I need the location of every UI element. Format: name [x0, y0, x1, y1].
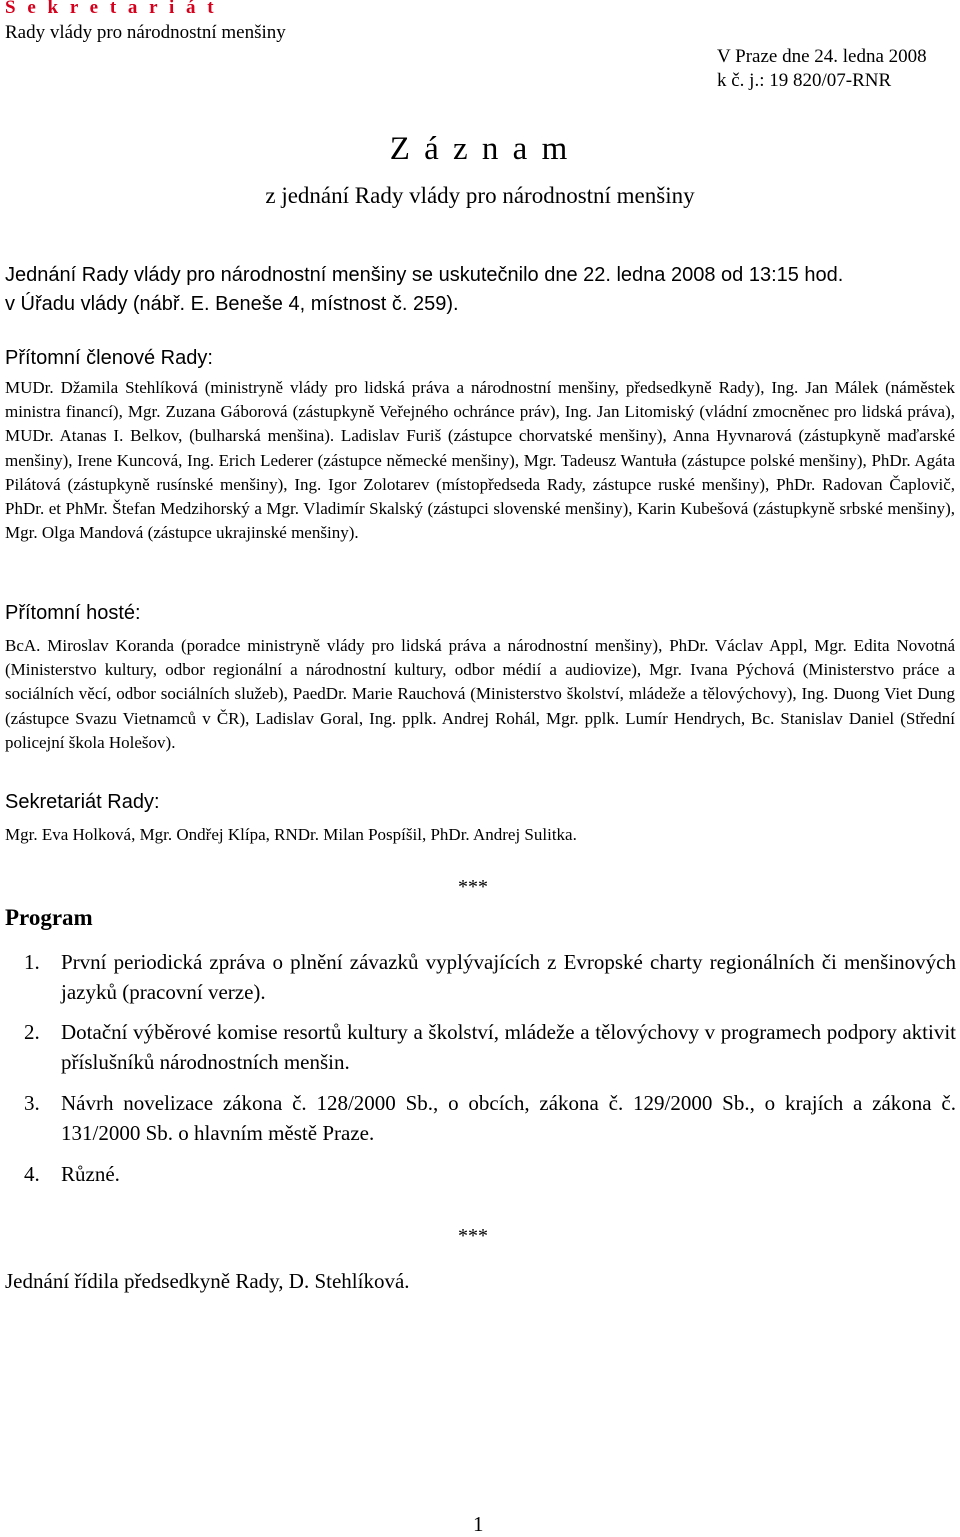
secretariat-paragraph: Mgr. Eva Holková, Mgr. Ondřej Klípa, RNDr. Milan Pospíšil, PhDr. Andrej Sulitka.	[5, 825, 577, 844]
program-item-number: 3.	[24, 1091, 40, 1115]
reference-number: k č. j.: 19 820/07-RNR	[717, 70, 892, 91]
intro-line-1: Jednání Rady vlády pro národnostní menšiny se uskutečnilo dne 22. ledna 2008 od 13:15 hod.	[5, 264, 844, 286]
secretariat-heading: Sekretariát Rady:	[5, 791, 160, 813]
document-subtitle: z jednání Rady vlády pro národnostní menšiny	[265, 183, 695, 208]
page-number: 1	[473, 1512, 484, 1536]
program-item-text: Různé.	[61, 1162, 120, 1186]
closing-statement: Jednání řídila předsedkyně Rady, D. Stehlíková.	[5, 1269, 410, 1293]
guests-paragraph: BcA. Miroslav Koranda (poradce ministryně vlády pro lidská práva a národnostní menšiny), PhDr. Václav Appl, Mgr. Edita Novotná (Ministerstvo kultury, odbor regionální a národnostní kultury, odbor médií a audiovize), Mgr. Ivana Pýchová (Ministerstvo práce a sociálních věcí, odbor sociálních služeb), PaedDr. Marie Rauchová (Ministerstvo školství, mládeže a tělovýchovy), Ing. Duong Viet Dung (zástupce Svazu Vietnamců v ČR), Ladislav Goral, Ing. pplk. Andrej Rohál, Mgr. pplk. Lumír Hendrych, Bc. Stanislav Daniel (Střední policejní škola Holešov).	[5, 636, 955, 752]
program-item-number: 4.	[24, 1162, 40, 1186]
document-title: Z á z n a m	[389, 131, 571, 167]
members-paragraph	[5, 376, 955, 545]
members-text: MUDr. Džamila Stehlíková (ministryně vlády pro lidská práva a národnostní menšiny, předsedkyně Rady), Ing. Jan Málek (náměstek ministra financí), Mgr. Zuzana Gáborová (zástupkyně Veřejného ochránce práv), Ing. Jan Litomiský (vládní zmocněnec pro lidská práva), MUDr. Atanas I. Belkov, (bulharská menšina). Ladislav Furiš (zástupce chorvatské menšiny), Anna Hyvnarová (zástupkyně maďarské menšiny), Irene Kuncová, Ing. Erich Lederer (zástupce německé menšiny), Mgr. Tadeusz Wantuła (zástupce polské menšiny), PhDr. Agáta Pilátová (zástupkyně rusínské menšiny), Ing. Igor Zolotarev (místopředseda Rady, zástupce ruské menšiny), PhDr. Radovan Čaplovič, PhDr. et PhMr. Štefan Medzihorský a Mgr. Vladimír Skalský (zástupci slovenské menšiny), Karin Kubešová (zástupkyně srbské menšiny), Mgr. Olga Mandová (zástupce ukrajinské menšiny).	[5, 378, 955, 543]
organization-subtitle: Rady vlády pro národnostní menšiny	[5, 22, 286, 43]
document-date: V Praze dne 24. ledna 2008	[717, 46, 927, 67]
program-item-number: 1.	[24, 950, 40, 974]
members-heading: Přítomní členové Rady:	[5, 347, 213, 369]
organization-name: S e k r e t a r i á t	[5, 0, 218, 18]
program-item-text: Dotační výběrové komise resortů kultury a školství, mládeže a tělovýchovy v programech podpory aktivit příslušníků národnostních menšin.	[61, 1020, 956, 1074]
program-item-text: První periodická zpráva o plnění závazků vyplývajících z Evropské charty regionálních či menšinových jazyků (pracovní verze).	[61, 950, 956, 1004]
guests-heading: Přítomní hosté:	[5, 602, 141, 624]
program-heading: Program	[5, 905, 93, 930]
program-item-number: 2.	[24, 1020, 40, 1044]
section-separator: ***	[458, 876, 488, 898]
section-separator: ***	[458, 1225, 488, 1247]
program-item-text: Návrh novelizace zákona č. 128/2000 Sb., o obcích, zákona č. 129/2000 Sb., o krajích a zákona č. 131/2000 Sb. o hlavním městě Praze.	[61, 1091, 956, 1145]
intro-line-2: v Úřadu vlády (nábř. E. Beneše 4, místnost č. 259).	[5, 293, 459, 315]
